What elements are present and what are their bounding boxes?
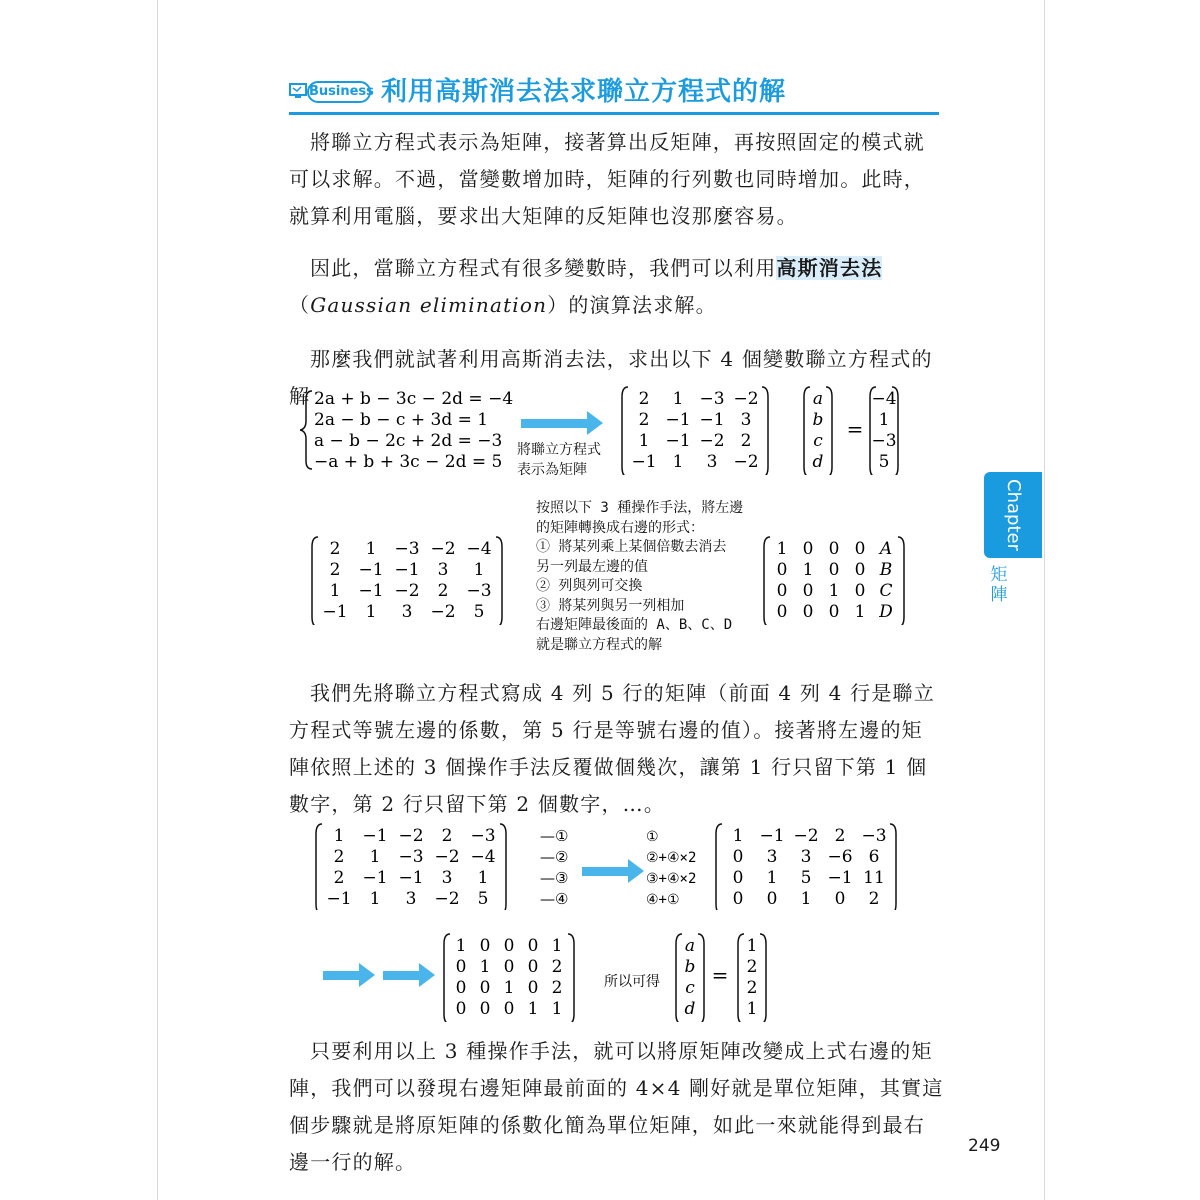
matrix-cell: 1 xyxy=(800,889,812,909)
note-line: 另一列最左邊的值 xyxy=(536,558,648,575)
row-operation: ④+① xyxy=(646,892,680,908)
matrix-cell: −1 xyxy=(362,826,388,846)
vector-cell: d xyxy=(812,452,824,472)
figure-target-matrix xyxy=(760,535,910,625)
left-bracket xyxy=(764,537,770,625)
highlight-term: 高斯消去法 xyxy=(776,256,883,280)
matrix-cell: −4 xyxy=(470,847,496,867)
note-line: 表示為矩陣 xyxy=(517,462,587,478)
matrix-cell: 1 xyxy=(329,581,341,601)
matrix-cell: 0 xyxy=(802,581,814,601)
equation: a − b − 2c + 2d = −3 xyxy=(314,431,503,451)
title-rule xyxy=(289,112,939,115)
equation-list xyxy=(314,389,513,472)
chapter-topic: 矩陣 xyxy=(990,565,1008,605)
matrix-cell: 5 xyxy=(800,868,812,888)
result-note: 所以可得 xyxy=(604,974,660,990)
matrix-cell: 1 xyxy=(672,389,684,409)
matrix-cell: D xyxy=(879,602,893,622)
vector-cell: d xyxy=(684,999,696,1019)
figure-equations xyxy=(300,385,930,475)
figure-final-result xyxy=(440,930,780,1022)
matrix-cell: −1 xyxy=(398,868,424,888)
matrix-cell: −1 xyxy=(699,410,725,430)
matrix-cell: 2 xyxy=(868,889,880,909)
matrix-cell: 3 xyxy=(405,889,417,909)
right-arrow xyxy=(521,416,603,430)
right-bracket xyxy=(890,824,896,910)
matrix-cell: −2 xyxy=(398,826,424,846)
system-brace xyxy=(300,391,312,469)
chapter-tab xyxy=(945,472,1042,558)
matrix-cell: −1 xyxy=(322,602,348,622)
matrix-cell: 0 xyxy=(527,957,539,977)
matrix-cell: 0 xyxy=(503,957,515,977)
row-tag: —② xyxy=(540,848,569,866)
matrix-cell: 0 xyxy=(776,602,788,622)
paragraph-text xyxy=(289,250,944,324)
matrix-cell: −1 xyxy=(362,868,388,888)
matrix-cell: 0 xyxy=(802,602,814,622)
matrix-cell: 1 xyxy=(776,539,788,559)
equation: 2a + b − 3c − 2d = −4 xyxy=(314,389,514,409)
vector-cell: b xyxy=(812,410,824,430)
note-line: 右邊矩陣最後面的 A、B、C、D xyxy=(536,617,733,633)
vector-cell: b xyxy=(684,957,696,977)
left-bracket xyxy=(444,934,450,1022)
matrix-cell: 1 xyxy=(365,539,377,559)
matrix-cell: 1 xyxy=(638,431,650,451)
left-bracket xyxy=(316,824,322,910)
right-bracket xyxy=(760,934,766,1022)
matrix-cell: 0 xyxy=(455,999,467,1019)
equals-sign: = xyxy=(711,963,729,987)
right-arrow xyxy=(383,968,435,982)
paragraph-1 xyxy=(289,124,944,235)
left-bracket xyxy=(312,537,318,625)
matrix-cell: 3 xyxy=(766,847,778,867)
matrix-cell: 0 xyxy=(732,847,744,867)
paragraph-2 xyxy=(289,250,944,324)
matrix-cell: 2 xyxy=(638,389,650,409)
matrix-cell: 0 xyxy=(776,560,788,580)
matrix-cell: 2 xyxy=(333,868,345,888)
right-bracket xyxy=(500,824,506,910)
matrix-cell: 2 xyxy=(329,539,341,559)
operations-note xyxy=(536,499,743,655)
matrix-cell: −1 xyxy=(358,560,384,580)
variable-vector xyxy=(804,387,832,475)
matrix-cell: 1 xyxy=(455,936,467,956)
matrix-cell: 0 xyxy=(776,581,788,601)
matrix-cell: −3 xyxy=(861,826,887,846)
matrix-cell: 1 xyxy=(527,999,539,1019)
matrix-cell: −1 xyxy=(665,431,691,451)
matrix-cell: −2 xyxy=(733,389,759,409)
business-badge xyxy=(289,80,374,106)
matrix-cell: 0 xyxy=(503,999,515,1019)
english-term: Gaussian elimination xyxy=(310,293,548,317)
right-bracket xyxy=(568,934,574,1022)
text-span: ）的演算法求解。 xyxy=(547,293,717,317)
row-operation: ②+④×2 xyxy=(646,850,697,866)
matrix-cell: 5 xyxy=(473,602,485,622)
note-line: ① 將某列乘上某個倍數去消去 xyxy=(536,539,727,555)
note-line: 的矩陣轉換成右邊的形式： xyxy=(536,519,704,536)
row-tag: —① xyxy=(540,827,569,845)
vector-cell: 1 xyxy=(746,936,758,956)
vector-cell: a xyxy=(812,389,824,409)
matrix-cell: −2 xyxy=(793,826,819,846)
matrix-cell: 1 xyxy=(479,957,491,977)
matrix-cell: 0 xyxy=(527,936,539,956)
matrix-cell: −3 xyxy=(470,826,496,846)
matrix-cell: −1 xyxy=(665,410,691,430)
matrix-cell: −3 xyxy=(466,581,492,601)
paragraph-4 xyxy=(289,675,944,823)
matrix-cell: −1 xyxy=(326,889,352,909)
matrix-cell: 0 xyxy=(732,889,744,909)
matrix-cell: 0 xyxy=(766,889,778,909)
matrix-cell: 2 xyxy=(333,847,345,867)
vector-cell: 1 xyxy=(878,410,890,430)
matrix-cell: 2 xyxy=(437,581,449,601)
note-line: 就是聯立方程式的解 xyxy=(536,636,662,653)
matrix-cell: 3 xyxy=(800,847,812,867)
matrix-cell: −2 xyxy=(430,539,456,559)
vector-cell: c xyxy=(813,431,823,451)
augmented-matrix xyxy=(312,537,502,625)
matrix-cell: 1 xyxy=(828,581,840,601)
matrix-cell: 0 xyxy=(479,978,491,998)
matrix-cell: −4 xyxy=(466,539,492,559)
matrix-cell: −6 xyxy=(827,847,853,867)
matrix-cell: −2 xyxy=(733,452,759,472)
note-line: ③ 將某列與另一列相加 xyxy=(536,597,685,614)
matrix-cell: −3 xyxy=(398,847,424,867)
matrix-cell: 1 xyxy=(503,978,515,998)
equals-sign: = xyxy=(846,417,864,441)
matrix-cell: 1 xyxy=(333,826,345,846)
matrix-cell: 1 xyxy=(369,889,381,909)
row-tags xyxy=(540,827,568,908)
paragraph-text: 我們先將聯立方程式寫成 4 列 5 行的矩陣（前面 4 列 4 行是聯立方程式等號左邊的係數，第 5 行是等號右邊的值）。接著將左邊的矩陣依照上述的 3 個操作手法反覆做個幾次，讓第 1 行只留下第 1 個數字，第 2 行只留下第 2 個數字，…。 xyxy=(289,681,935,816)
matrix-cell: C xyxy=(879,581,893,601)
matrix-cell: 0 xyxy=(732,868,744,888)
matrix-cell: 2 xyxy=(834,826,846,846)
matrix-cell: 0 xyxy=(479,936,491,956)
matrix-cell: 2 xyxy=(551,957,563,977)
right-bracket xyxy=(826,387,832,475)
paragraph-5 xyxy=(289,1033,944,1181)
note-line: 將聯立方程式 xyxy=(517,442,601,458)
right-bracket xyxy=(698,934,704,1022)
vector-cell: a xyxy=(684,936,696,956)
matrix-cell: 1 xyxy=(551,999,563,1019)
matrix-cell: 6 xyxy=(868,847,880,867)
matrix-cell: 0 xyxy=(854,560,866,580)
matrix-cell: −2 xyxy=(434,847,460,867)
start-matrix xyxy=(316,824,506,910)
left-bracket xyxy=(738,934,744,1022)
vector-cell: 1 xyxy=(746,999,758,1019)
matrix-cell: 0 xyxy=(854,581,866,601)
matrix-cell: 1 xyxy=(854,602,866,622)
matrix-cell: B xyxy=(879,560,893,580)
section-header xyxy=(289,72,939,116)
matrix-cell: 0 xyxy=(479,999,491,1019)
row-operations xyxy=(646,829,696,908)
matrix-cell: 1 xyxy=(732,826,744,846)
matrix-cell: 1 xyxy=(672,452,684,472)
matrix-cell: 2 xyxy=(740,431,752,451)
arrow-note xyxy=(517,440,601,480)
paragraph-text: 將聯立方程式表示為矩陣，接著算出反矩陣，再按照固定的模式就可以求解。不過，當變數增加時，矩陣的行列數也同時增加。此時，就算利用電腦，要求出大矩陣的反矩陣也沒那麼容易。 xyxy=(289,130,925,228)
badge-label: Business xyxy=(307,81,371,103)
matrix-cell: 3 xyxy=(740,410,752,430)
matrix-cell: 1 xyxy=(369,847,381,867)
final-matrix xyxy=(444,934,574,1022)
matrix-cell: 3 xyxy=(706,452,718,472)
equation: 2a − b − c + 3d = 1 xyxy=(314,410,489,430)
right-bracket xyxy=(496,537,502,625)
matrix-cell: 0 xyxy=(455,957,467,977)
matrix-cell: 0 xyxy=(802,539,814,559)
matrix-cell: 1 xyxy=(473,560,485,580)
matrix-cell: 2 xyxy=(441,826,453,846)
matrix-cell: 5 xyxy=(477,889,489,909)
row-operation: ③+④×2 xyxy=(646,871,697,887)
solution-vector xyxy=(738,934,766,1022)
matrix-cell: 1 xyxy=(551,936,563,956)
paragraph-text: 只要利用以上 3 種操作手法，就可以將原矩陣改變成上式右邊的矩陣，我們可以發現右邊矩陣最前面的 4×4 剛好就是單位矩陣，其實這個步驟就是將原矩陣的係數化簡為單位矩陣，如此一來就能得到最右邊一行的解。 xyxy=(289,1039,944,1174)
matrix-cell: 0 xyxy=(828,539,840,559)
note-line: ② 列與列可交換 xyxy=(536,578,643,594)
matrix-cell: A xyxy=(879,539,893,559)
matrix-cell: −3 xyxy=(699,389,725,409)
coefficient-matrix xyxy=(622,387,768,475)
matrix-cell: −2 xyxy=(430,602,456,622)
matrix-cell: −2 xyxy=(394,581,420,601)
right-arrow xyxy=(582,864,644,878)
left-bracket xyxy=(804,387,810,475)
matrix-cell: 3 xyxy=(441,868,453,888)
vector-cell: 2 xyxy=(746,978,758,998)
left-bracket xyxy=(716,824,722,910)
matrix-cell: 0 xyxy=(828,602,840,622)
left-bracket xyxy=(676,934,682,1022)
page-title: 利用高斯消去法求聯立方程式的解 xyxy=(381,77,787,107)
right-arrow xyxy=(323,968,375,982)
matrix-cell: 3 xyxy=(401,602,413,622)
vector-cell: 5 xyxy=(878,452,890,472)
matrix-cell: −1 xyxy=(358,581,384,601)
matrix-cell: 3 xyxy=(437,560,449,580)
matrix-cell: 2 xyxy=(638,410,650,430)
paren-open: （ xyxy=(289,293,311,317)
rhs-vector xyxy=(870,387,898,475)
matrix-cell: 0 xyxy=(455,978,467,998)
matrix-cell: 0 xyxy=(503,936,515,956)
vector-cell: −4 xyxy=(871,389,897,409)
matrix-cell: −2 xyxy=(699,431,725,451)
matrix-cell: 1 xyxy=(766,868,778,888)
matrix-cell: −1 xyxy=(631,452,657,472)
matrix-cell: −1 xyxy=(394,560,420,580)
page-number: 249 xyxy=(968,1136,1001,1156)
matrix-cell: 11 xyxy=(863,868,885,888)
matrix-cell: 2 xyxy=(329,560,341,580)
matrix-cell: −1 xyxy=(759,826,785,846)
matrix-cell: −3 xyxy=(394,539,420,559)
variable-vector xyxy=(676,934,704,1022)
matrix-cell: 2 xyxy=(551,978,563,998)
row-operation: ① xyxy=(646,829,659,845)
matrix-cell: 1 xyxy=(802,560,814,580)
matrix-cell: 1 xyxy=(477,868,489,888)
paragraph-text: 那麼我們就試著利用高斯消去法，求出以下 4 個變數聯立方程式的解 xyxy=(289,347,933,408)
matrix-cell: −1 xyxy=(827,868,853,888)
note-line: 按照以下 3 種操作手法，將左邊 xyxy=(536,500,744,516)
matrix-cell: −2 xyxy=(434,889,460,909)
left-bracket xyxy=(622,387,628,475)
right-bracket xyxy=(762,387,768,475)
row-tag: —③ xyxy=(540,869,569,887)
vector-cell: c xyxy=(685,978,695,998)
vector-cell: 2 xyxy=(746,957,758,977)
figure-augmented-matrix xyxy=(308,535,518,625)
matrix-cell: 0 xyxy=(527,978,539,998)
step-matrix xyxy=(716,824,896,910)
vector-cell: −3 xyxy=(871,431,897,451)
text-span: 因此，當聯立方程式有很多變數時，我們可以利用 xyxy=(310,256,777,280)
matrix-cell: 1 xyxy=(365,602,377,622)
matrix-cell: 0 xyxy=(854,539,866,559)
right-bracket xyxy=(898,537,904,625)
row-tag: —④ xyxy=(540,890,569,908)
matrix-cell: 0 xyxy=(828,560,840,580)
chapter-label: Chapter 12 xyxy=(945,479,1024,551)
matrix-cell: 0 xyxy=(834,889,846,909)
equation: −a + b + 3c − 2d = 5 xyxy=(314,452,503,472)
target-matrix xyxy=(764,537,904,625)
